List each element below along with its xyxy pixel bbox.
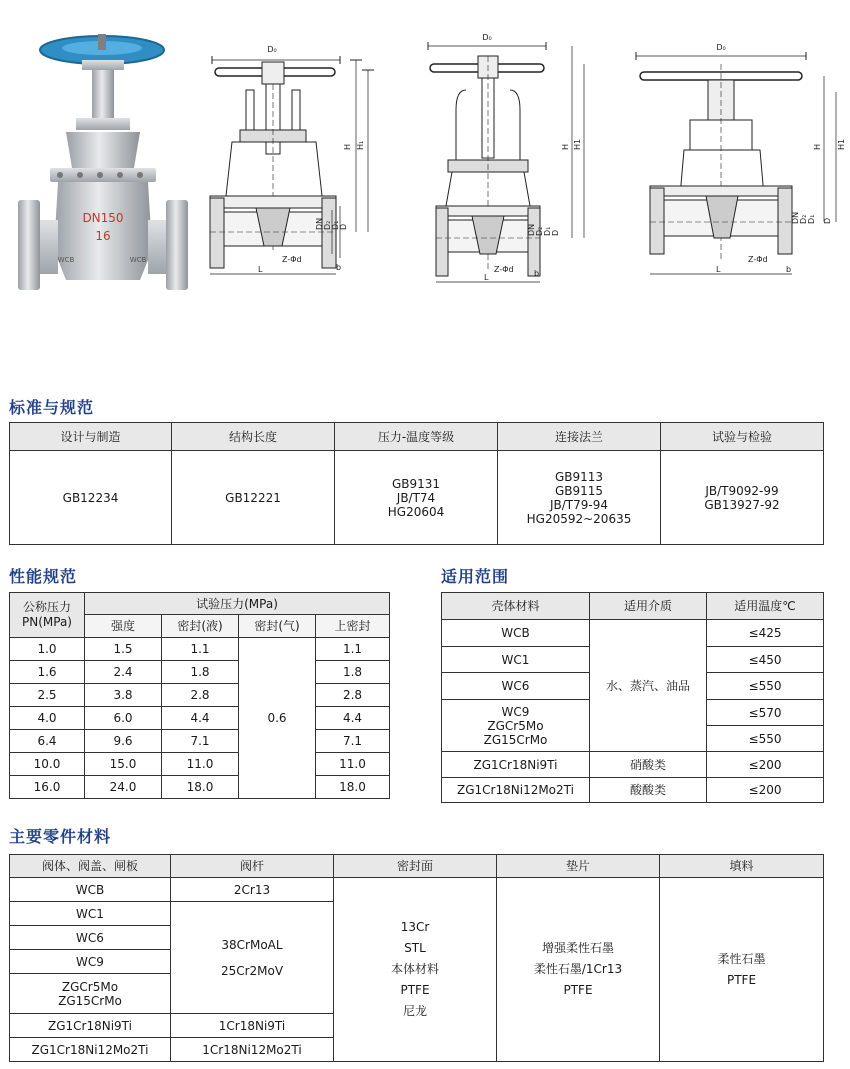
performance-header-row [10,593,390,615]
standard-code: GB9131 [391,476,441,491]
body-material-cell: WC1 [10,902,171,926]
stem-material-cell [171,902,334,1014]
standard-code: GB13927-92 [704,497,780,512]
drawing-3 [636,52,836,274]
drawing-2 [428,42,584,282]
standards-cell [335,451,498,545]
photo-pn-label: 16 [95,229,111,243]
d3-dim-h: H [813,143,822,150]
d2-dim-h1: H1 [573,138,582,150]
liquid-seal-cell: 7.1 [162,730,239,753]
upper-seal-cell: 1.8 [316,661,390,684]
standard-code: JB/T79-94 [549,497,608,512]
packing-material-cell [660,878,824,1062]
body-line: ZG15CrMo [58,993,122,1008]
body-material-cell [10,974,171,1014]
temperature-cell: ≤450 [707,647,824,673]
upper-seal-cell: 18.0 [316,776,390,799]
d1-dim-h1: H₁ [356,140,365,150]
table-row [10,878,824,902]
parts-title: 主要零件材料 [9,827,112,846]
d3-dim-d1: D₁ [807,214,816,224]
d1-dim-l: L [258,265,263,274]
standards-cell [498,451,661,545]
medium-header: 适用介质 [590,593,707,620]
standard-code: HG20592~20635 [526,511,632,526]
d2-dim-d2: D₂ [535,226,544,236]
seal-line: STL [404,941,426,955]
shell-material-cell: WC1 [442,647,590,673]
standards-cell [10,451,172,545]
temperature-header: 适用温度℃ [707,593,824,620]
strength-cell: 9.6 [85,730,162,753]
photo-cast-left: WCB [57,256,75,264]
table-row [442,778,824,803]
d2-dim-h: H [561,143,570,150]
application-table [441,592,824,803]
strength-header: 强度 [85,615,162,638]
body-line: ZGCr5Mo [61,979,119,994]
standards-table [9,422,824,545]
d2-dim-d0: D₀ [482,33,492,42]
medium-cell: 酸酸类 [590,778,707,803]
d2-dim-b: b [534,269,540,278]
strength-cell: 6.0 [85,707,162,730]
standards-cell [661,451,824,545]
d1-dim-d0: D₀ [267,45,277,54]
parts-table [9,854,824,1062]
material-line: ZGCr5Mo [487,718,544,733]
upper-seal-cell: 1.1 [316,638,390,661]
drawing-1 [210,56,374,274]
table-row [442,620,824,647]
upper-seal-cell: 11.0 [316,753,390,776]
d1-dim-b: b [336,263,342,272]
standards-header: 压力-温度等级 [335,423,498,451]
stem-material-cell: 1Cr18Ni12Mo2Ti [171,1038,334,1062]
d3-dim-b: b [786,265,792,274]
seal-line: 本体材料 [390,962,439,976]
valve-photo [18,34,188,290]
liquid-seal-header: 密封(液) [162,615,239,638]
strength-cell: 15.0 [85,753,162,776]
pn-cell: 16.0 [10,776,85,799]
standards-header-row [10,423,824,451]
d2-dim-d: D [551,229,560,236]
application-title: 适用范围 [441,567,510,586]
standard-code: JB/T74 [396,490,436,505]
stem-material-cell: 2Cr13 [171,878,334,902]
liquid-seal-cell: 1.8 [162,661,239,684]
upper-seal-cell: 7.1 [316,730,390,753]
upper-seal-header: 上密封 [316,615,390,638]
d3-dim-bolt: Z-Φd [748,255,768,264]
liquid-seal-cell: 2.8 [162,684,239,707]
shell-material-cell: WC6 [442,673,590,700]
standard-code: GB9113 [554,469,604,484]
test-pressure-header: 试验压力(MPa) [85,593,390,615]
d3-dim-d0: D₀ [716,43,726,52]
shell-material-header: 壳体材料 [442,593,590,620]
standards-header: 结构长度 [172,423,335,451]
upper-seal-cell: 4.4 [316,707,390,730]
stem-header: 阀杆 [171,855,334,878]
strength-cell: 24.0 [85,776,162,799]
table-row [10,730,390,753]
gasket-header: 垫片 [497,855,660,878]
packing-line: PTFE [726,972,757,987]
standards-header: 设计与制造 [10,423,172,451]
packing-header: 填料 [660,855,824,878]
body-material-cell: ZG1Cr18Ni9Ti [10,1014,171,1038]
body-material-cell: WC6 [10,926,171,950]
figures-svg [0,0,850,330]
gasket-line: 柔性石墨/1Cr13 [533,962,623,976]
standards-title: 标准与规范 [9,398,95,417]
pn-cell: 1.6 [10,661,85,684]
strength-cell: 2.4 [85,661,162,684]
strength-cell: 3.8 [85,684,162,707]
d3-dim-h1: H1 [837,138,846,150]
standards-cell [172,451,335,545]
parts-header-row [10,855,824,878]
performance-table [9,592,390,799]
body-material-cell: WCB [10,878,171,902]
d1-dim-d1: D₁ [331,220,340,230]
pn-cell: 2.5 [10,684,85,707]
pn-header: 公称压力PN(MPa) [10,593,85,638]
body-material-cell: ZG1Cr18Ni12Mo2Ti [10,1038,171,1062]
liquid-seal-cell: 11.0 [162,753,239,776]
performance-title: 性能规范 [9,567,78,586]
d3-dim-d2: D₂ [799,214,808,224]
temperature-cell: ≤550 [707,726,824,752]
seal-line: 尼龙 [402,1004,427,1018]
seal-header: 密封面 [334,855,497,878]
gasket-line: PTFE [563,983,593,997]
d2-dim-dn: DN [527,223,536,236]
liquid-seal-cell: 18.0 [162,776,239,799]
standards-row [10,451,824,545]
temperature-cell: ≤200 [707,778,824,803]
d1-dim-dn: DN [315,217,324,230]
d3-dim-l: L [716,265,721,274]
d1-dim-d: D [339,223,348,230]
shell-material-cell [442,700,590,752]
shell-material-cell: ZG1Cr18Ni9Ti [442,752,590,778]
strength-cell: 1.5 [85,638,162,661]
standard-code: HG20604 [387,504,445,519]
liquid-seal-cell: 1.1 [162,638,239,661]
d1-dim-bolt: Z-Φd [282,255,302,264]
medium-cell: 水、蒸汽、油品 [590,620,707,752]
table-row [10,684,390,707]
temperature-cell: ≤550 [707,673,824,700]
stem-line: 38CrMoAL [221,937,283,952]
pn-cell: 10.0 [10,753,85,776]
seal-line: PTFE [400,983,430,997]
application-header-row [442,593,824,620]
photo-cast-right: WCB [129,256,147,264]
material-line: WC9 [501,704,530,719]
seal-line: 13Cr [400,920,430,934]
standard-code: GB9115 [554,483,604,498]
medium-cell: 硝酸类 [590,752,707,778]
stem-line: 25Cr2MoV [220,963,284,978]
d2-dim-l: L [484,273,489,282]
standard-code: GB12234 [62,490,119,505]
pn-cell: 4.0 [10,707,85,730]
product-figures [0,0,850,330]
pn-cell: 1.0 [10,638,85,661]
packing-line: 柔性石墨 [717,951,766,966]
table-row [10,776,390,799]
body-material-cell: WC9 [10,950,171,974]
gasket-line: 增强柔性石墨 [541,941,614,955]
shell-material-cell: ZG1Cr18Ni12Mo2Ti [442,778,590,803]
temperature-cell: ≤570 [707,700,824,726]
standard-code: JB/T9092-99 [705,483,779,498]
liquid-seal-cell: 4.4 [162,707,239,730]
gas-seal-cell: 0.6 [239,638,316,799]
pn-cell: 6.4 [10,730,85,753]
upper-seal-cell: 2.8 [316,684,390,707]
d1-dim-d2: D₂ [323,220,332,230]
table-row [10,638,390,661]
d2-dim-bolt: Z-Φd [494,265,514,274]
d1-dim-h: H [343,143,352,150]
d3-dim-d: D [823,217,832,224]
d2-dim-d1: D₁ [543,226,552,236]
temperature-cell: ≤200 [707,752,824,778]
stem-material-cell: 1Cr18Ni9Ti [171,1014,334,1038]
shell-material-cell: WCB [442,620,590,647]
table-row [442,752,824,778]
d3-dim-dn: DN [791,211,800,224]
table-row [10,707,390,730]
seal-material-cell [334,878,497,1062]
body-header: 阀体、阀盖、闸板 [10,855,171,878]
standards-header: 试验与检验 [661,423,824,451]
photo-dn-label: DN150 [82,211,124,225]
standard-code: GB12221 [225,490,281,505]
table-row [10,661,390,684]
material-line: ZG15CrMo [483,732,548,747]
table-row [10,753,390,776]
temperature-cell: ≤425 [707,620,824,647]
gasket-material-cell [497,878,660,1062]
standards-header: 连接法兰 [498,423,661,451]
gas-seal-header: 密封(气) [239,615,316,638]
